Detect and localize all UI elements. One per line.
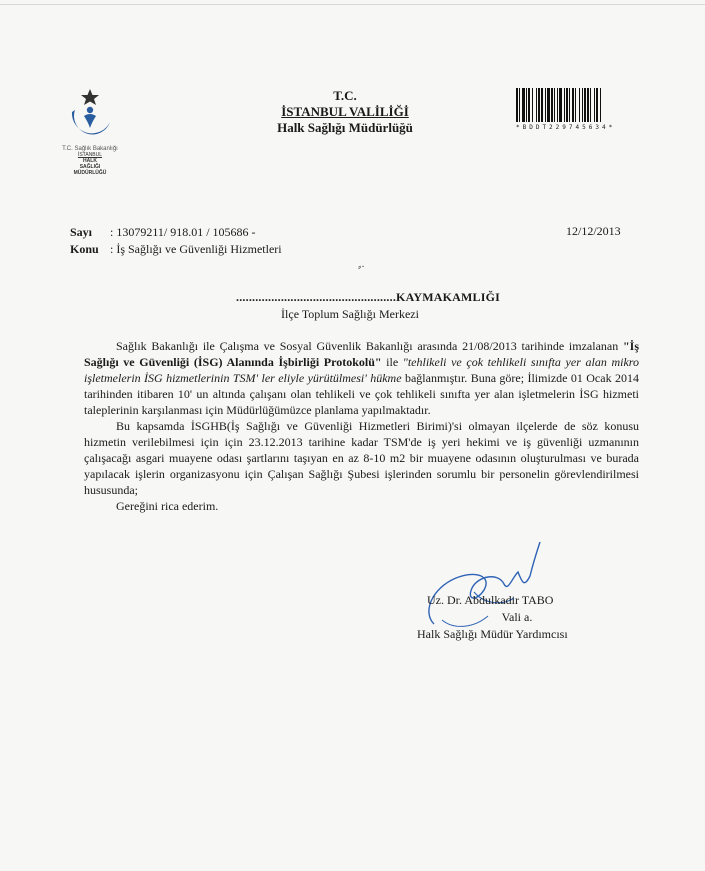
logo-unit-line1: HALK xyxy=(83,158,97,164)
letterhead-directorate: Halk Sağlığı Müdürlüğü xyxy=(277,120,413,135)
signatory-name: Uz. Dr. Abdulkadir TABO xyxy=(427,593,554,607)
recipient-unit: İlçe Toplum Sağlığı Merkezi xyxy=(281,307,419,321)
barcode-bars xyxy=(516,88,684,122)
paragraph-1 xyxy=(84,338,639,418)
logo-city: İSTANBUL xyxy=(77,152,103,158)
signatory-block xyxy=(417,592,617,643)
ministry-logo xyxy=(54,84,126,194)
logo-ministry-name: T.C. Sağlık Bakanlığı xyxy=(62,146,118,152)
p1-text-a: Sağlık Bakanlığı ile Çalışma ve Sosyal Güvenlik Bakanlığı arasında 21/08/2013 tarihinde imzalanan xyxy=(116,339,623,353)
letterhead-governorship: İSTANBUL VALİLİĞİ xyxy=(281,104,409,119)
sayi-value: : 13079211/ 918.01 / 105686 - xyxy=(110,225,256,239)
konu-line xyxy=(70,241,282,258)
barcode-text: *BDDT229745634* xyxy=(516,124,616,131)
scan-edge-line xyxy=(0,4,705,5)
p1-protocol-title: "İş Sağlığı ve Güvenliği (İSG) Alanında İşbirliği Protokolü" xyxy=(84,339,639,369)
barcode-bar xyxy=(601,88,602,122)
signatory-role: Vali a. xyxy=(501,610,533,624)
letterhead-state: T.C. xyxy=(333,88,357,103)
sayi-line xyxy=(70,224,282,241)
paragraph-2: Bu kapsamda İSGHB(İş Sağlığı ve Güvenliği Hizmetleri Birimi)'si olmayan ilçelerde de söz konusu hizmetin verilebilmesi için için 23.12.2013 tarihine kadar TSM'de iş yeri hekimi ve iş güvenliği uzmanının çalışacağı asgari muayene odası şartlarını taşıyan en az 8-10 m2 bir muayene odasının oluşturulması ve burada yapılacak işlerin organizasyonu için Çalışan Sağlığı Şubesi işlerinden sorumlu bir personelin görevlendirilmesi hususunda; xyxy=(84,419,639,497)
reference-block xyxy=(70,224,282,258)
sayi-label: Sayı xyxy=(70,225,93,239)
letter-body xyxy=(84,338,639,514)
p1-italic-clause: "tehlikeli ve çok tehlikeli sınıfta yer alan mikro işletmelerin İSG hizmetlerinin TSM' ler eliyle yürütülmesi' hükme xyxy=(84,355,639,385)
document-date: 12/12/2013 xyxy=(566,224,621,238)
recipient-block xyxy=(200,290,500,322)
crescent-star-icon xyxy=(60,84,120,144)
konu-label: Konu xyxy=(70,242,99,256)
logo-unit-line2: SAĞLIĞI xyxy=(79,164,101,170)
signatory-title: Halk Sağlığı Müdür Yardımcısı xyxy=(417,627,568,641)
konu-value: : İş Sağlığı ve Güvenliği Hizmetleri xyxy=(110,242,282,256)
letterhead xyxy=(250,88,440,136)
p1-text-b: ile xyxy=(381,355,403,369)
recipient-office: ..................................................KAYMAKAMLIĞI xyxy=(236,290,500,304)
paragraph-3: Gereğini rica ederim. xyxy=(116,499,219,513)
document-barcode xyxy=(516,88,684,136)
pen-mark: ⸗· xyxy=(358,262,365,273)
logo-unit-line3: MÜDÜRLÜĞÜ xyxy=(73,170,107,176)
p1-text-c: bağlanmıştır. Buna göre; İlimizde 01 Ocak 2014 tarihinden itibaren 10' un altında çalışanı olan tehlikeli ve çok tehlikeli sınıfta yer alan işletmelerin İSG hizmeti taleplerinin karşılanması için Müdürlüğümüzce planlama yapılmaktadır. xyxy=(84,371,639,417)
